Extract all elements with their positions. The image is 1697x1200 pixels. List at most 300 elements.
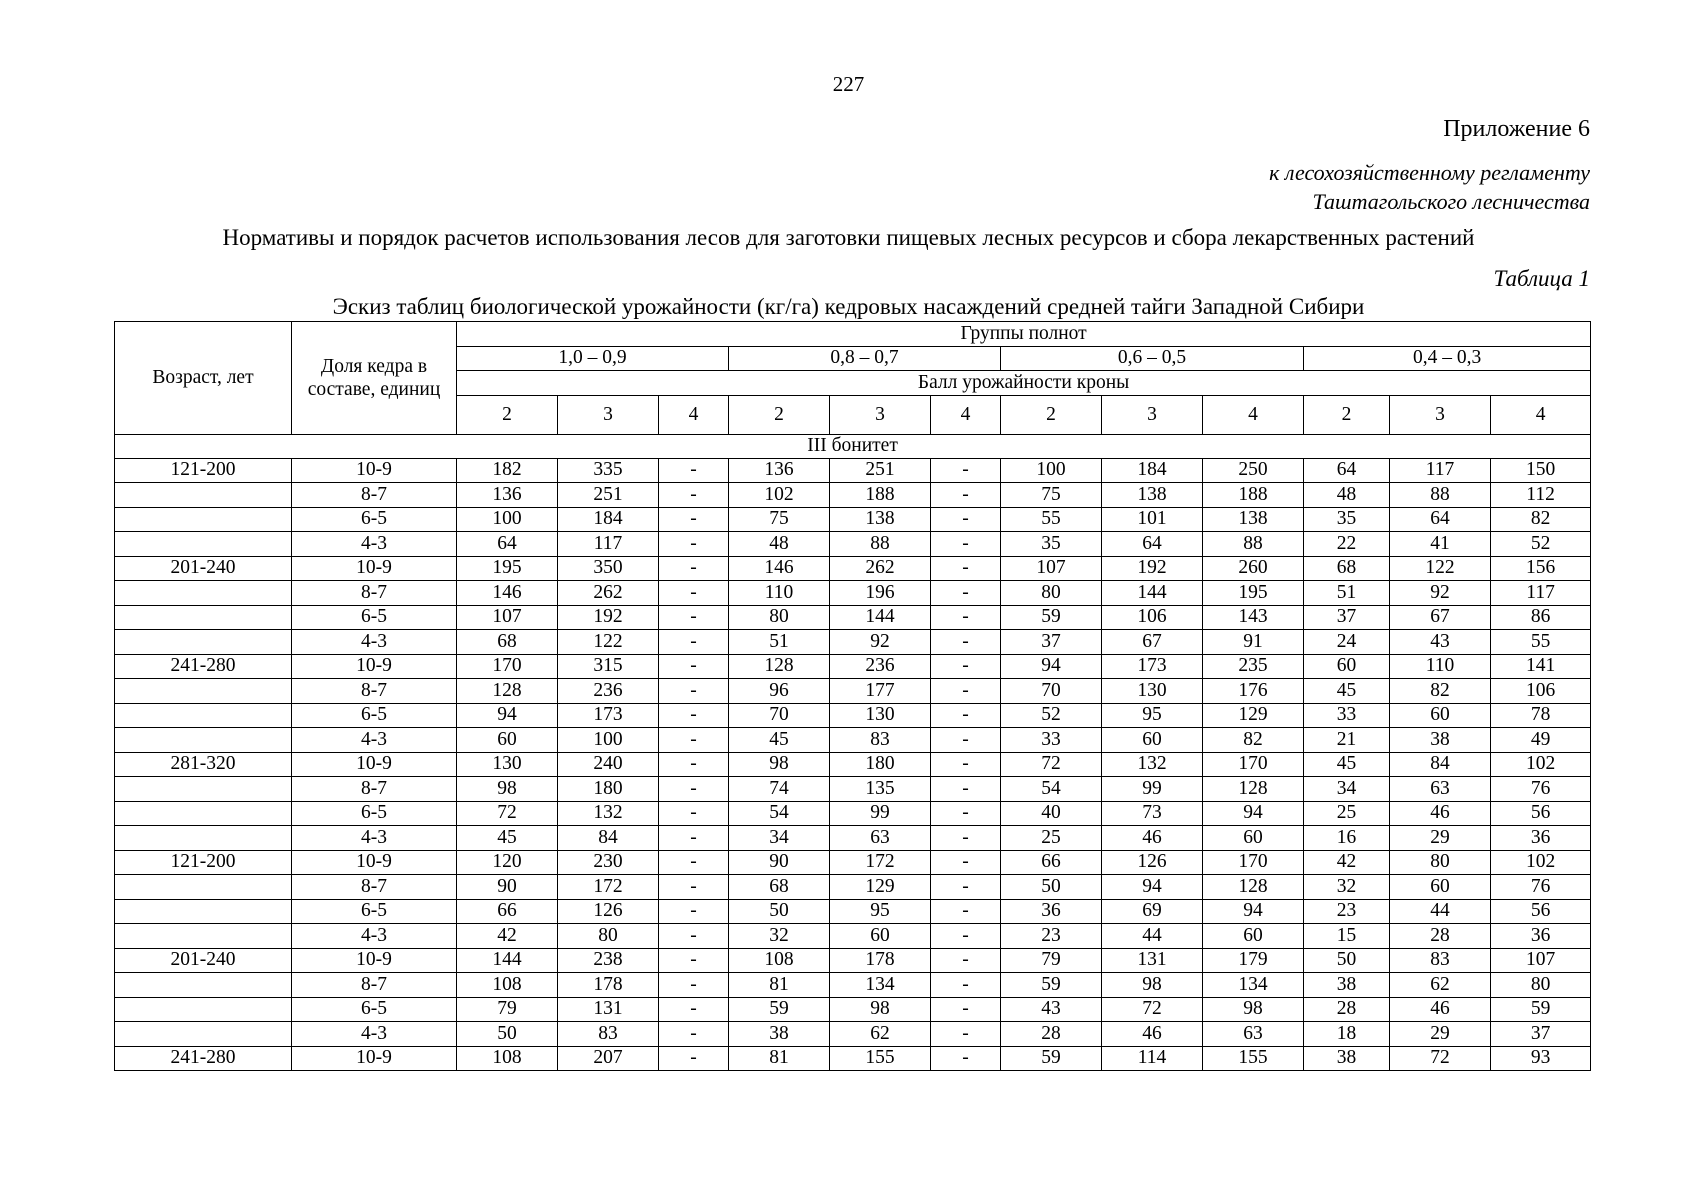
cell-yield: 138: [1203, 507, 1304, 532]
cell-yield: 60: [1203, 826, 1304, 851]
cell-yield: 117: [558, 532, 659, 557]
cell-yield: 315: [558, 654, 659, 679]
section-row: [115, 434, 1591, 458]
table-row: [115, 532, 1591, 557]
cell-yield: 46: [1102, 1022, 1203, 1047]
cell-yield: 45: [457, 826, 558, 851]
header-score: 2: [729, 395, 830, 434]
cell-yield: 88: [1390, 483, 1491, 508]
cell-yield: -: [931, 899, 1001, 924]
header-group-4: 0,4 – 0,3: [1304, 346, 1591, 371]
cell-yield: 130: [830, 703, 931, 728]
cell-yield: -: [659, 630, 729, 655]
cell-yield: 79: [1001, 948, 1102, 973]
table-row: [115, 1022, 1591, 1047]
cell-yield: 177: [830, 679, 931, 704]
table-row: [115, 556, 1591, 581]
cell-yield: 64: [457, 532, 558, 557]
cell-age: [115, 801, 292, 826]
header-crown-score: Балл урожайности кроны: [457, 371, 1591, 396]
cell-yield: 102: [729, 483, 830, 508]
section-bonitet: III бонитет: [115, 434, 1591, 458]
header-group-2: 0,8 – 0,7: [729, 346, 1001, 371]
cell-yield: -: [931, 777, 1001, 802]
cell-yield: 37: [1304, 605, 1390, 630]
cell-yield: 99: [1102, 777, 1203, 802]
cell-yield: 29: [1390, 1022, 1491, 1047]
cell-yield: 56: [1491, 899, 1591, 924]
cell-yield: 33: [1001, 728, 1102, 753]
cell-share: 8-7: [292, 679, 457, 704]
cell-yield: 83: [830, 728, 931, 753]
cell-yield: 63: [1203, 1022, 1304, 1047]
cell-yield: 350: [558, 556, 659, 581]
cell-yield: 56: [1491, 801, 1591, 826]
cell-yield: 83: [1390, 948, 1491, 973]
yield-table: [114, 321, 1591, 1071]
cell-age: [115, 703, 292, 728]
cell-yield: 155: [1203, 1046, 1304, 1071]
header-share: Доля кедра в составе, единиц: [292, 322, 457, 435]
cell-yield: 141: [1491, 654, 1591, 679]
cell-yield: 98: [830, 997, 931, 1022]
cell-share: 4-3: [292, 1022, 457, 1047]
cell-yield: 36: [1491, 826, 1591, 851]
cell-yield: 184: [558, 507, 659, 532]
cell-yield: 126: [1102, 850, 1203, 875]
cell-yield: 170: [457, 654, 558, 679]
cell-yield: 25: [1304, 801, 1390, 826]
cell-age: 121-200: [115, 850, 292, 875]
cell-age: [115, 507, 292, 532]
cell-yield: 129: [830, 875, 931, 900]
cell-yield: 52: [1001, 703, 1102, 728]
cell-yield: 136: [729, 458, 830, 483]
cell-age: 121-200: [115, 458, 292, 483]
cell-yield: 46: [1390, 801, 1491, 826]
table-row: [115, 581, 1591, 606]
cell-yield: 170: [1203, 850, 1304, 875]
cell-yield: 70: [1001, 679, 1102, 704]
cell-yield: 62: [830, 1022, 931, 1047]
cell-yield: -: [659, 850, 729, 875]
table-row: [115, 679, 1591, 704]
cell-yield: 63: [830, 826, 931, 851]
cell-yield: 144: [1102, 581, 1203, 606]
cell-yield: 262: [558, 581, 659, 606]
header-score: 4: [931, 395, 1001, 434]
cell-yield: 94: [1102, 875, 1203, 900]
cell-yield: 45: [1304, 679, 1390, 704]
cell-yield: 132: [558, 801, 659, 826]
cell-age: [115, 924, 292, 949]
cell-yield: -: [659, 703, 729, 728]
cell-yield: 108: [457, 973, 558, 998]
cell-yield: 38: [1304, 973, 1390, 998]
cell-yield: 335: [558, 458, 659, 483]
appendix-subtitle: [1269, 158, 1590, 216]
cell-yield: 110: [729, 581, 830, 606]
cell-yield: -: [659, 458, 729, 483]
cell-yield: 66: [1001, 850, 1102, 875]
cell-share: 6-5: [292, 801, 457, 826]
cell-yield: 36: [1491, 924, 1591, 949]
cell-yield: 90: [457, 875, 558, 900]
cell-yield: -: [931, 924, 1001, 949]
cell-age: [115, 532, 292, 557]
table-row: [115, 826, 1591, 851]
cell-yield: 41: [1390, 532, 1491, 557]
cell-share: 6-5: [292, 703, 457, 728]
cell-yield: -: [659, 483, 729, 508]
cell-yield: 66: [457, 899, 558, 924]
cell-yield: 68: [1304, 556, 1390, 581]
cell-share: 4-3: [292, 826, 457, 851]
cell-yield: -: [659, 875, 729, 900]
cell-yield: 52: [1491, 532, 1591, 557]
cell-yield: -: [931, 973, 1001, 998]
document-title: Нормативы и порядок расчетов использования лесов для заготовки пищевых лесных ресурсов и сбора лекарственных растений: [222, 225, 1475, 250]
cell-yield: 195: [1203, 581, 1304, 606]
cell-age: [115, 997, 292, 1022]
header-age: Возраст, лет: [115, 322, 292, 435]
cell-share: 10-9: [292, 654, 457, 679]
cell-yield: 236: [558, 679, 659, 704]
cell-yield: 192: [558, 605, 659, 630]
cell-yield: 88: [1203, 532, 1304, 557]
table-row: [115, 728, 1591, 753]
cell-yield: 108: [457, 1046, 558, 1071]
cell-age: [115, 777, 292, 802]
cell-share: 6-5: [292, 997, 457, 1022]
cell-yield: 59: [1001, 605, 1102, 630]
cell-yield: 51: [729, 630, 830, 655]
cell-yield: 48: [1304, 483, 1390, 508]
cell-yield: 23: [1001, 924, 1102, 949]
cell-yield: -: [931, 752, 1001, 777]
cell-yield: 82: [1390, 679, 1491, 704]
cell-yield: 238: [558, 948, 659, 973]
cell-yield: 230: [558, 850, 659, 875]
cell-yield: 98: [1203, 997, 1304, 1022]
cell-yield: -: [931, 630, 1001, 655]
table-row: [115, 850, 1591, 875]
cell-yield: 134: [1203, 973, 1304, 998]
cell-yield: 92: [830, 630, 931, 655]
table-row: [115, 605, 1591, 630]
cell-age: 201-240: [115, 948, 292, 973]
cell-yield: 155: [830, 1046, 931, 1071]
cell-yield: 15: [1304, 924, 1390, 949]
header-score: 4: [1491, 395, 1591, 434]
header-score: 3: [1102, 395, 1203, 434]
cell-yield: 180: [558, 777, 659, 802]
cell-yield: -: [659, 801, 729, 826]
cell-yield: 76: [1491, 777, 1591, 802]
cell-yield: 182: [457, 458, 558, 483]
cell-share: 8-7: [292, 483, 457, 508]
cell-share: 8-7: [292, 875, 457, 900]
cell-yield: -: [931, 532, 1001, 557]
cell-yield: 59: [1001, 973, 1102, 998]
cell-yield: 107: [1001, 556, 1102, 581]
cell-yield: -: [659, 532, 729, 557]
cell-yield: 136: [457, 483, 558, 508]
cell-yield: 80: [1390, 850, 1491, 875]
cell-yield: 83: [558, 1022, 659, 1047]
cell-yield: 81: [729, 1046, 830, 1071]
appendix-line-2: Таштагольского лесничества: [1312, 189, 1590, 214]
cell-yield: -: [931, 1022, 1001, 1047]
header-row-1: [115, 322, 1591, 347]
cell-yield: 43: [1001, 997, 1102, 1022]
cell-yield: 143: [1203, 605, 1304, 630]
cell-yield: -: [659, 826, 729, 851]
cell-yield: -: [659, 924, 729, 949]
cell-yield: 80: [729, 605, 830, 630]
cell-yield: 40: [1001, 801, 1102, 826]
cell-age: [115, 605, 292, 630]
cell-yield: 44: [1102, 924, 1203, 949]
cell-yield: 72: [1001, 752, 1102, 777]
header-density-groups: Группы полнот: [457, 322, 1591, 347]
cell-yield: 51: [1304, 581, 1390, 606]
cell-yield: -: [659, 679, 729, 704]
cell-yield: -: [931, 728, 1001, 753]
cell-yield: 122: [1390, 556, 1491, 581]
cell-yield: -: [659, 728, 729, 753]
cell-yield: 54: [729, 801, 830, 826]
cell-share: 4-3: [292, 532, 457, 557]
table-row: [115, 899, 1591, 924]
cell-yield: 32: [729, 924, 830, 949]
cell-yield: 79: [457, 997, 558, 1022]
cell-yield: -: [659, 1046, 729, 1071]
cell-yield: 54: [1001, 777, 1102, 802]
cell-yield: 75: [729, 507, 830, 532]
cell-yield: 100: [1001, 458, 1102, 483]
cell-yield: 43: [1390, 630, 1491, 655]
cell-yield: 117: [1491, 581, 1591, 606]
cell-yield: 91: [1203, 630, 1304, 655]
cell-yield: 59: [729, 997, 830, 1022]
cell-yield: 176: [1203, 679, 1304, 704]
cell-age: [115, 630, 292, 655]
cell-yield: 106: [1102, 605, 1203, 630]
cell-yield: 38: [729, 1022, 830, 1047]
cell-yield: -: [659, 1022, 729, 1047]
cell-yield: 84: [558, 826, 659, 851]
cell-yield: 29: [1390, 826, 1491, 851]
cell-age: [115, 875, 292, 900]
cell-share: 8-7: [292, 973, 457, 998]
cell-yield: 144: [830, 605, 931, 630]
cell-yield: 50: [729, 899, 830, 924]
cell-yield: 134: [830, 973, 931, 998]
cell-yield: 235: [1203, 654, 1304, 679]
cell-yield: 96: [729, 679, 830, 704]
table-row: [115, 654, 1591, 679]
cell-yield: -: [931, 801, 1001, 826]
cell-yield: 44: [1390, 899, 1491, 924]
cell-yield: 72: [1102, 997, 1203, 1022]
cell-yield: 196: [830, 581, 931, 606]
cell-yield: 59: [1491, 997, 1591, 1022]
cell-yield: 60: [830, 924, 931, 949]
cell-yield: 64: [1304, 458, 1390, 483]
cell-yield: 48: [729, 532, 830, 557]
cell-yield: 122: [558, 630, 659, 655]
cell-yield: 24: [1304, 630, 1390, 655]
cell-age: [115, 728, 292, 753]
cell-yield: 28: [1390, 924, 1491, 949]
cell-yield: 195: [457, 556, 558, 581]
cell-yield: 28: [1001, 1022, 1102, 1047]
cell-yield: 50: [1304, 948, 1390, 973]
cell-yield: 68: [457, 630, 558, 655]
table-row: [115, 973, 1591, 998]
cell-yield: -: [931, 875, 1001, 900]
table-row: [115, 483, 1591, 508]
cell-yield: 67: [1102, 630, 1203, 655]
cell-yield: 94: [1203, 899, 1304, 924]
cell-yield: 80: [558, 924, 659, 949]
cell-yield: 33: [1304, 703, 1390, 728]
cell-yield: 135: [830, 777, 931, 802]
header-group-1: 1,0 – 0,9: [457, 346, 729, 371]
cell-yield: 73: [1102, 801, 1203, 826]
cell-yield: -: [931, 581, 1001, 606]
cell-yield: 100: [457, 507, 558, 532]
table-row: [115, 801, 1591, 826]
cell-yield: 150: [1491, 458, 1591, 483]
cell-yield: 251: [830, 458, 931, 483]
cell-yield: -: [931, 1046, 1001, 1071]
cell-yield: 82: [1491, 507, 1591, 532]
cell-yield: -: [931, 605, 1001, 630]
cell-yield: 18: [1304, 1022, 1390, 1047]
cell-yield: -: [931, 826, 1001, 851]
cell-yield: 42: [1304, 850, 1390, 875]
header-score: 3: [558, 395, 659, 434]
cell-yield: 69: [1102, 899, 1203, 924]
cell-yield: -: [931, 997, 1001, 1022]
cell-yield: 94: [1203, 801, 1304, 826]
cell-yield: 60: [457, 728, 558, 753]
cell-yield: 106: [1491, 679, 1591, 704]
cell-share: 4-3: [292, 924, 457, 949]
cell-yield: -: [659, 973, 729, 998]
cell-yield: 32: [1304, 875, 1390, 900]
page-number: 227: [832, 72, 865, 96]
cell-yield: 250: [1203, 458, 1304, 483]
cell-yield: 138: [1102, 483, 1203, 508]
cell-yield: 146: [457, 581, 558, 606]
cell-yield: 70: [729, 703, 830, 728]
cell-yield: 146: [729, 556, 830, 581]
cell-yield: 37: [1001, 630, 1102, 655]
cell-age: [115, 826, 292, 851]
cell-share: 6-5: [292, 605, 457, 630]
cell-yield: 156: [1491, 556, 1591, 581]
header-score: 2: [1001, 395, 1102, 434]
cell-share: 10-9: [292, 948, 457, 973]
cell-share: 10-9: [292, 458, 457, 483]
cell-yield: -: [931, 679, 1001, 704]
cell-yield: 178: [830, 948, 931, 973]
cell-share: 10-9: [292, 1046, 457, 1071]
cell-yield: 251: [558, 483, 659, 508]
cell-share: 10-9: [292, 752, 457, 777]
cell-yield: 60: [1304, 654, 1390, 679]
cell-yield: -: [659, 997, 729, 1022]
cell-yield: 92: [1390, 581, 1491, 606]
cell-yield: 86: [1491, 605, 1591, 630]
cell-share: 8-7: [292, 581, 457, 606]
cell-yield: 21: [1304, 728, 1390, 753]
cell-yield: 75: [1001, 483, 1102, 508]
cell-age: 241-280: [115, 654, 292, 679]
cell-yield: 126: [558, 899, 659, 924]
table-row: [115, 507, 1591, 532]
cell-yield: 59: [1001, 1046, 1102, 1071]
cell-yield: 130: [1102, 679, 1203, 704]
cell-yield: 50: [457, 1022, 558, 1047]
cell-yield: -: [931, 458, 1001, 483]
cell-age: [115, 679, 292, 704]
table-caption: Эскиз таблиц биологической урожайности (кг/га) кедровых насаждений средней тайги Западной Сибири: [332, 294, 1365, 319]
cell-age: [115, 899, 292, 924]
cell-yield: 240: [558, 752, 659, 777]
cell-yield: 117: [1390, 458, 1491, 483]
cell-yield: 179: [1203, 948, 1304, 973]
table-row: [115, 777, 1591, 802]
cell-yield: 16: [1304, 826, 1390, 851]
cell-age: [115, 973, 292, 998]
cell-yield: 128: [1203, 875, 1304, 900]
cell-yield: 236: [830, 654, 931, 679]
cell-yield: 102: [1491, 752, 1591, 777]
cell-share: 6-5: [292, 507, 457, 532]
cell-yield: -: [931, 850, 1001, 875]
cell-age: [115, 1022, 292, 1047]
cell-yield: 38: [1390, 728, 1491, 753]
cell-yield: 100: [558, 728, 659, 753]
cell-yield: 170: [1203, 752, 1304, 777]
cell-age: [115, 581, 292, 606]
cell-yield: 80: [1491, 973, 1591, 998]
cell-yield: 60: [1390, 875, 1491, 900]
appendix-title: Приложение 6: [1443, 116, 1590, 142]
cell-age: 201-240: [115, 556, 292, 581]
cell-share: 4-3: [292, 630, 457, 655]
cell-yield: 80: [1001, 581, 1102, 606]
cell-yield: 129: [1203, 703, 1304, 728]
cell-yield: 188: [1203, 483, 1304, 508]
table-row: [115, 752, 1591, 777]
cell-share: 6-5: [292, 899, 457, 924]
cell-yield: 55: [1491, 630, 1591, 655]
table-row: [115, 703, 1591, 728]
table-row: [115, 875, 1591, 900]
cell-yield: 60: [1102, 728, 1203, 753]
table-row: [115, 1046, 1591, 1071]
cell-yield: -: [659, 507, 729, 532]
cell-yield: 72: [1390, 1046, 1491, 1071]
cell-yield: 180: [830, 752, 931, 777]
cell-yield: 192: [1102, 556, 1203, 581]
cell-yield: 173: [558, 703, 659, 728]
